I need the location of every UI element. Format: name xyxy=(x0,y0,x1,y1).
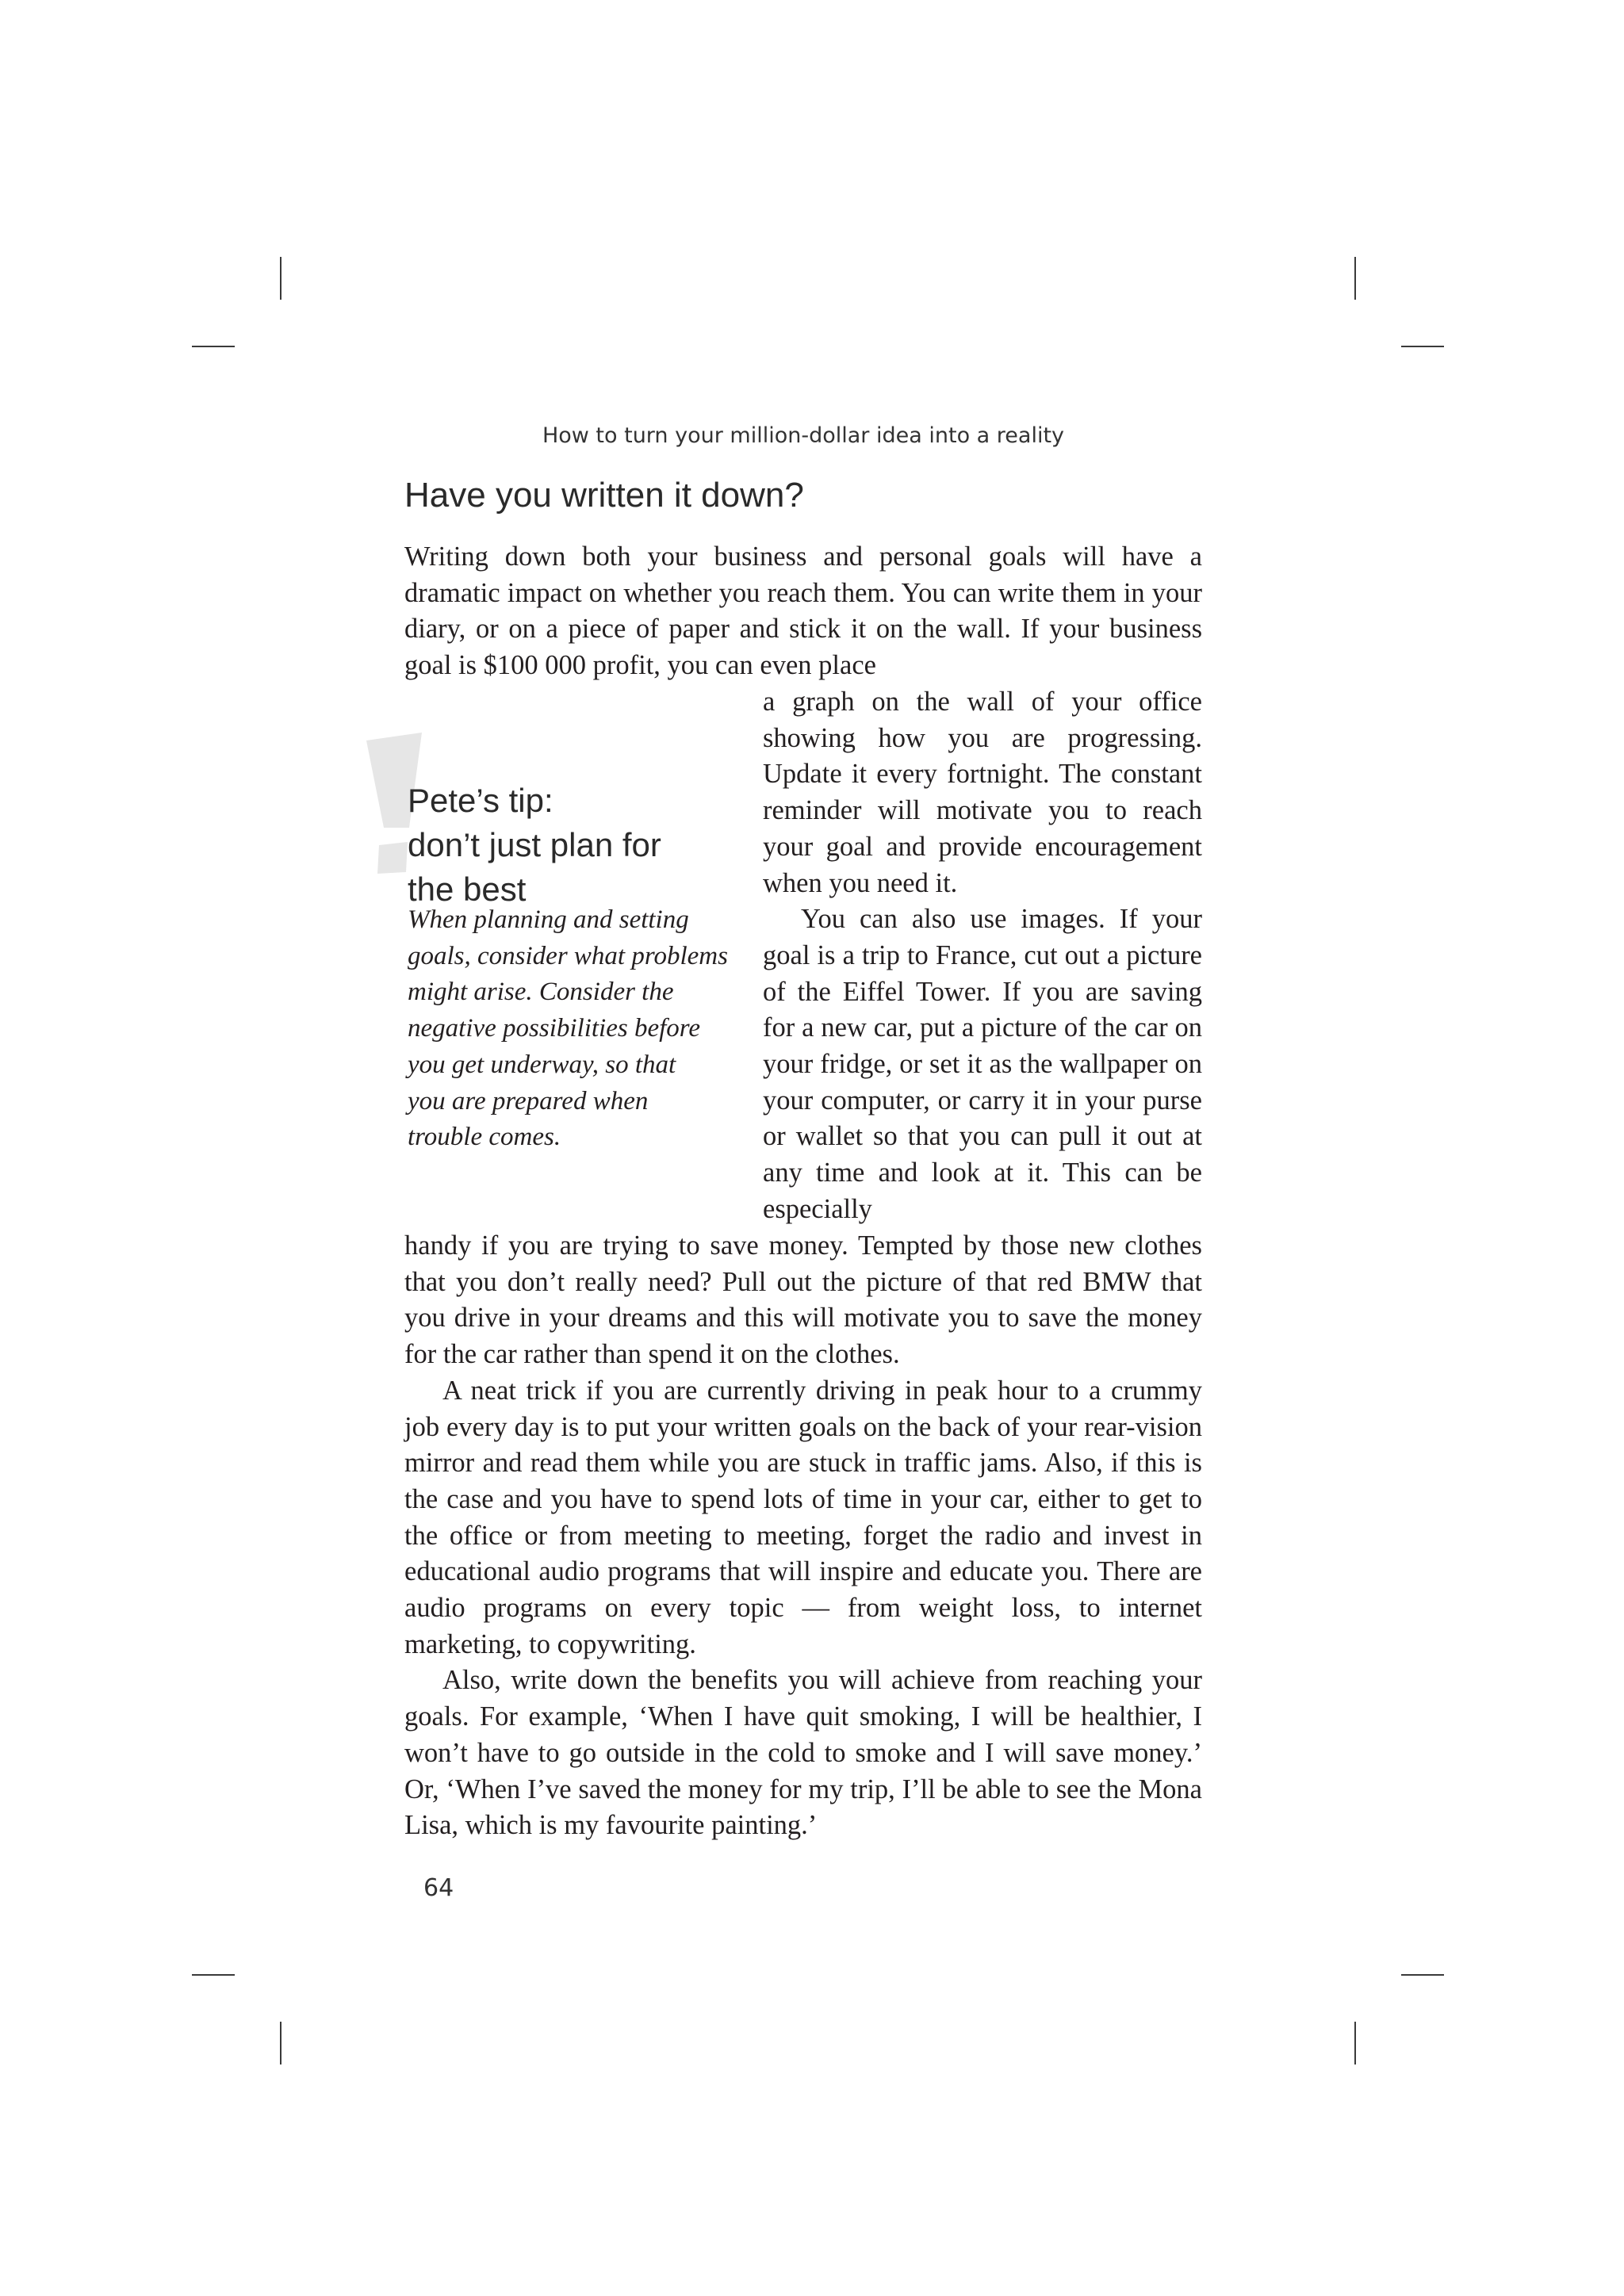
paragraph-continued: handy if you are trying to save money. Tempted by those new clothes that you don’t really need? Pull out the picture of that red BMW that you drive in your dreams and this will motivate you to save the money for the car rather than spend it on the clothes. xyxy=(404,1230,1202,1370)
crop-mark-bottom-left xyxy=(192,1974,235,1976)
tip-body xyxy=(408,902,741,1156)
tip-body-line: goals, consider what problems xyxy=(408,941,728,970)
crop-mark-top-right xyxy=(1354,257,1356,300)
tip-heading-line: Pete’s tip: xyxy=(408,782,553,819)
tip-heading-line: the best xyxy=(408,871,527,908)
paragraph: Also, write down the benefits you will achieve from reaching your goals. For example, ‘When I have quit smoking, I will be healthier, I won’t have to go outside in the cold to smoke and I will save money.’ Or, ‘When I’ve saved the money for my trip, I’ll be able to see the Mona Lisa, which is my favourite painting.’ xyxy=(404,1665,1202,1841)
section-heading: Have you written it down? xyxy=(404,476,804,515)
crop-mark-top-right xyxy=(1401,346,1444,347)
page-number: 64 xyxy=(423,1874,454,1902)
tip-body-line: trouble comes. xyxy=(408,1123,561,1152)
paragraph: A neat trick if you are currently driving in peak hour to a crummy job every day is to put your written goals on the back of your rear-vision mirror and read them while you are stuck in traffic jams. Also, if this is the case and you have to spend lots of time in your car, either to get to the office or from meeting to meeting, forget the radio and invest in educational audio programs that will inspire and educate you. There are audio programs on every topic — from weight loss, to internet marketing, to copywriting. xyxy=(404,1375,1202,1659)
tip-body-line: When planning and setting xyxy=(408,905,689,934)
tip-box xyxy=(363,733,744,1161)
tip-body-line: you are prepared when xyxy=(408,1086,649,1115)
crop-mark-bottom-left xyxy=(280,2022,282,2064)
lower-text xyxy=(404,1228,1202,1844)
crop-mark-top-left xyxy=(192,346,235,347)
intro-paragraph: Writing down both your business and personal goals will have a dramatic impact on whether you reach them. You can write them in your diary, or on a piece of paper and stick it on the wall. If your business goal is $100 000 profit, you can even place xyxy=(404,541,1202,681)
tip-body-line: might arise. Consider the xyxy=(408,978,674,1007)
tip-heading xyxy=(408,779,741,912)
crop-mark-bottom-right xyxy=(1401,1974,1444,1976)
crop-mark-bottom-right xyxy=(1354,2022,1356,2064)
tip-body-line: negative possibilities before xyxy=(408,1014,701,1043)
tip-heading-line: don’t just plan for xyxy=(408,826,661,863)
running-head: How to turn your million-dollar idea into a reality xyxy=(542,423,1065,448)
paragraph: You can also use images. If your goal is a trip to France, cut out a picture of the Eiffel Tower. If you are saving for a new car, put a picture of the car on your fridge, or set it as the wallpaper on your computer, or carry it in your purse or wallet so that you can pull it out at any time and look at it. This can be especially xyxy=(763,904,1202,1224)
tip-body-line: you get underway, so that xyxy=(408,1050,676,1079)
right-column-text xyxy=(763,684,1202,1228)
crop-mark-top-left xyxy=(280,257,282,300)
paragraph-continued: a graph on the wall of your office showing how you are progressing. Update it every fortnight. The constant reminder will motivate you to reach your goal and provide encouragement when you need it. xyxy=(763,687,1202,898)
